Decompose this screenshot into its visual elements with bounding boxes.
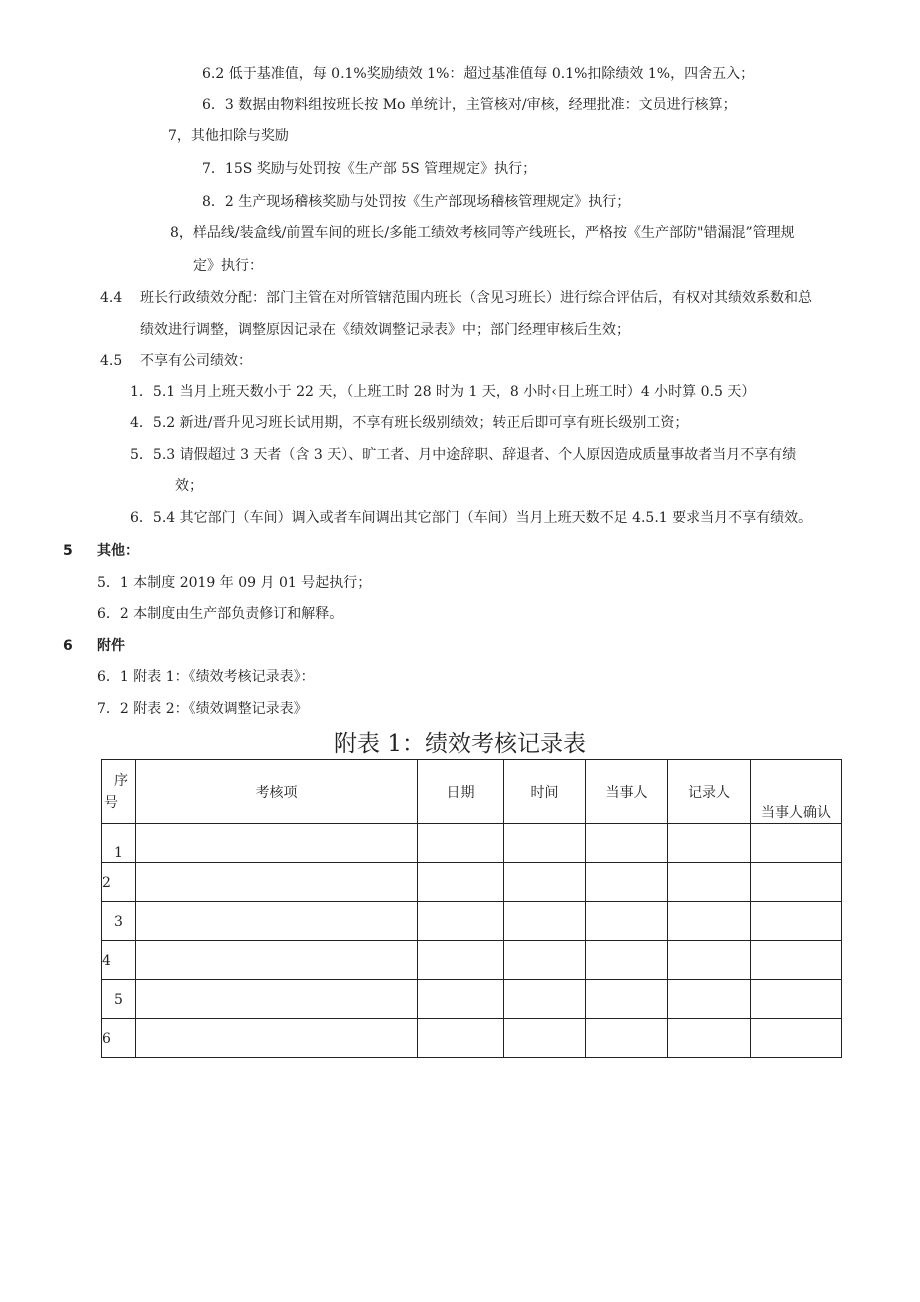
cell-item	[136, 1019, 418, 1058]
cell-date	[418, 824, 504, 863]
clause-4-5-3-line1: 5．5.3 请假超过 3 天者（含 3 天）、旷工者、月中途辞职、辞退者、个人原因造成质量事故者当月不享有绩	[130, 447, 797, 463]
cell-item	[136, 941, 418, 980]
cell-item	[136, 863, 418, 902]
cell-recorder	[668, 1019, 751, 1058]
table-row	[102, 824, 842, 863]
attachment-1: 6．1 附表 1：《绩效考核记录表》：	[97, 669, 315, 685]
cell-time	[504, 824, 586, 863]
row-number: 1	[102, 824, 136, 863]
cell-date	[418, 941, 504, 980]
table-title: 附表 1：绩效考核记录表	[334, 731, 586, 757]
clause-4-5-3-line2: 效；	[175, 478, 203, 494]
cell-party	[586, 902, 668, 941]
cell-date	[418, 863, 504, 902]
header-time: 时间	[504, 760, 586, 824]
clause-4-5-4: 6．5.4 其它部门（车间）调入或者车间调出其它部门（车间）当月上班天数不足 4.5.1 要求当月不享有绩效。	[130, 510, 813, 526]
row-number: 5	[102, 980, 136, 1019]
clause-7-1: 7．15S 奖励与处罚按《生产部 5S 管理规定》执行；	[202, 161, 537, 177]
row-number: 2	[102, 863, 136, 902]
clause-4-5-2: 4．5.2 新进/晋升见习班长试用期，不享有班长级别绩效；转正后即可享有班长级别工资；	[130, 415, 689, 431]
cell-time	[504, 902, 586, 941]
cell-item	[136, 824, 418, 863]
cell-party	[586, 941, 668, 980]
cell-recorder	[668, 824, 751, 863]
cell-recorder	[668, 941, 751, 980]
section-6-heading: 附件	[97, 638, 125, 654]
cell-time	[504, 863, 586, 902]
table-row	[102, 941, 842, 980]
cell-date	[418, 980, 504, 1019]
clause-4-4-line2: 绩效进行调整，调整原因记录在《绩效调整记录表》中；部门经理审核后生效；	[140, 322, 630, 338]
cell-time	[504, 1019, 586, 1058]
row-number: 3	[102, 902, 136, 941]
cell-recorder	[668, 863, 751, 902]
cell-party	[586, 863, 668, 902]
cell-confirm	[751, 1019, 842, 1058]
cell-confirm	[751, 941, 842, 980]
header-date: 日期	[418, 760, 504, 824]
cell-time	[504, 941, 586, 980]
cell-party	[586, 824, 668, 863]
clause-6-3: 6．3 数据由物料组按班长按 Mo 单统计，主管核对/审核，经理批准：文员进行核算；	[202, 97, 737, 113]
clause-8-line1: 8，样品线/装盒线/前置车间的班长/多能工绩效考核同等产线班长，严格按《生产部防"错漏混”管理规	[170, 225, 795, 241]
cell-item	[136, 902, 418, 941]
cell-confirm	[751, 863, 842, 902]
clause-4-5-number: 4.5	[100, 353, 123, 369]
table-row	[102, 980, 842, 1019]
clause-8-line2: 定》执行：	[193, 258, 263, 274]
cell-time	[504, 980, 586, 1019]
table-header-row	[102, 760, 842, 824]
attachment-2: 7．2 附表 2：《绩效调整记录表》	[97, 701, 308, 717]
cell-recorder	[668, 980, 751, 1019]
header-recorder: 记录人	[668, 760, 751, 824]
table-row	[102, 863, 842, 902]
table-row	[102, 1019, 842, 1058]
table-row	[102, 902, 842, 941]
clause-4-4-line1: 班长行政绩效分配：部门主管在对所管辖范围内班长（含见习班长）进行综合评估后，有权对其绩效系数和总	[140, 290, 812, 306]
header-seq	[102, 760, 136, 824]
clause-8-2: 8．2 生产现场稽核奖励与处罚按《生产部现场稽核管理规定》执行；	[202, 194, 631, 210]
clause-6-2: 6.2 低于基准值，每 0.1%奖励绩效 1%：超过基准值每 0.1%扣除绩效 1%，四舍五入；	[202, 66, 755, 82]
header-seq-char2: 号	[104, 795, 118, 811]
section-6-number: 6	[63, 638, 73, 654]
cell-item	[136, 980, 418, 1019]
row-number: 4	[102, 941, 136, 980]
cell-party	[586, 980, 668, 1019]
cell-confirm	[751, 980, 842, 1019]
row-number: 6	[102, 1019, 136, 1058]
header-item: 考核项	[136, 760, 418, 824]
cell-date	[418, 1019, 504, 1058]
clause-4-5-1: 1．5.1 当月上班天数小于 22 天，（上班工时 28 时为 1 天，8 小时‹日上班工时）4 小时算 0.5 天）	[130, 384, 756, 400]
record-table	[101, 759, 842, 1058]
cell-recorder	[668, 902, 751, 941]
cell-confirm	[751, 902, 842, 941]
header-party: 当事人	[586, 760, 668, 824]
cell-party	[586, 1019, 668, 1058]
clause-4-5-heading: 不享有公司绩效：	[140, 353, 252, 369]
header-seq-char1: 序	[114, 773, 128, 789]
cell-date	[418, 902, 504, 941]
clause-5-1: 5．1 本制度 2019 年 09 月 01 号起执行；	[97, 575, 372, 591]
clause-4-4-number: 4.4	[100, 290, 123, 306]
clause-5-2: 6．2 本制度由生产部负责修订和解释。	[97, 606, 344, 622]
header-confirm: 当事人确认	[751, 760, 842, 824]
section-5-number: 5	[63, 543, 73, 559]
section-5-heading: 其他：	[97, 543, 139, 559]
cell-confirm	[751, 824, 842, 863]
clause-7-heading: 7，其他扣除与奖励	[168, 128, 289, 144]
